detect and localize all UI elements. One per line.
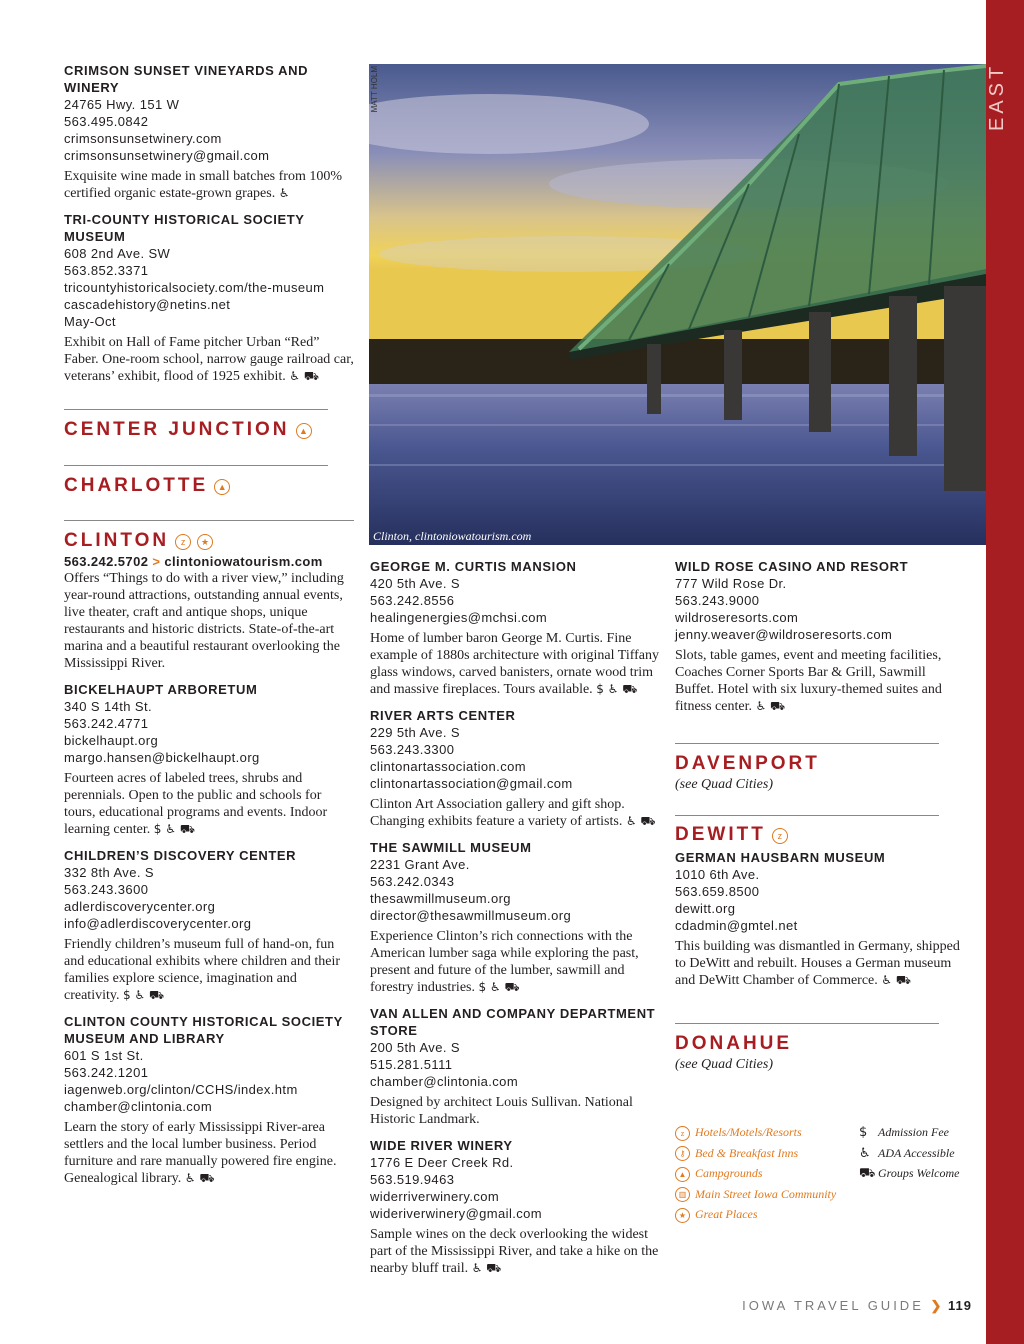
listing-website[interactable]: crimsonsunsetwinery.com [64, 131, 222, 146]
listing-description: Experience Clinton’s rich connections with the American lumber saga while exploring the past, present and future of the lumber, sawmill and forestry industries. [370, 929, 639, 995]
listing-name: GERMAN HAUSBARN MUSEUM [675, 850, 886, 865]
listing-website[interactable]: dewitt.org [675, 901, 736, 916]
town-name: DAVENPORT [675, 753, 820, 774]
bridge-photo [369, 64, 986, 545]
legend-label: Groups Welcome [878, 1166, 960, 1180]
legend-item [675, 1122, 836, 1143]
campground-icon: ▲ [296, 423, 312, 439]
listing-email[interactable]: chamber@clintonia.com [370, 1074, 519, 1089]
column-2 [370, 558, 660, 1286]
admission-fee-icon: $ [859, 1125, 868, 1140]
legend-label: Campgrounds [695, 1166, 763, 1180]
legend-label: Great Places [695, 1207, 758, 1221]
listing-description: Slots, table games, event and meeting facilities, Coaches Corner Sports Bar & Grill, Sawmill Buffet. Hotel with six luxury-themed suites and fitness center. [675, 648, 942, 714]
listing-name: CHILDREN’S DISCOVERY CENTER [64, 848, 297, 863]
column-3 [675, 558, 965, 724]
listing-email[interactable]: healingenergies@mchsi.com [370, 610, 548, 625]
hotel-icon: z [175, 534, 191, 550]
listing-email[interactable]: crimsonsunsetwinery@gmail.com [64, 148, 270, 163]
town-center-junction [64, 409, 328, 442]
listing-phone[interactable]: 563.242.4771 [64, 716, 149, 731]
town-name: DONAHUE [675, 1033, 793, 1054]
listing-email[interactable]: cdadmin@gmtel.net [675, 918, 798, 933]
listing-phone[interactable]: 563.243.3600 [64, 882, 149, 897]
listing-description: Exhibit on Hall of Fame pitcher Urban “Red” Faber. One-room school, narrow gauge railroad car, veterans’ exhibit, flood of 1925 exhibit. [64, 335, 354, 384]
listing-description: Home of lumber baron George M. Curtis. Fine example of 1880s architecture with original Tiffany glass windows, carved banisters, ornate wood trim and massive fireplaces. Tours available. [370, 631, 660, 697]
town-see-also: (see Quad Cities) [675, 777, 773, 792]
amenity-icons: ♿ ⛟ [184, 1171, 215, 1185]
listing [370, 707, 660, 830]
town-name: DEWITT [675, 824, 766, 845]
town-description: Offers “Things to do with a river view,” including year-round attractions, outstanding annual events, live theater, craft and antique shops, unique restaurants and historic districts. State-of-the-art marina and a beautiful restaurant overlooking the Mississippi River. [64, 571, 344, 671]
listing-address: 229 5th Ave. S [370, 725, 460, 740]
listing-description: Fourteen acres of labeled trees, shrubs and perennials. Open to the public and schools for tours, educational programs and events. Indoor learning center. [64, 771, 328, 837]
listing-name: THE SAWMILL MUSEUM [370, 840, 532, 855]
legend-label: Admission Fee [878, 1125, 949, 1139]
listing-phone[interactable]: 563.852.3371 [64, 263, 149, 278]
listing-description: Exquisite wine made in small batches from 100% certified organic estate-grown grapes. [64, 169, 342, 201]
hotel-icon: z [772, 828, 788, 844]
page-number: 119 [948, 1298, 972, 1313]
listing [370, 1005, 660, 1128]
listing-address: 777 Wild Rose Dr. [675, 576, 787, 591]
amenity-icons: ♿ ⛟ [625, 814, 656, 828]
listing-website[interactable]: clintonartassociation.com [370, 759, 526, 774]
listing-name: WIDE RIVER WINERY [370, 1138, 513, 1153]
listing [675, 849, 965, 989]
town-name: CLINTON [64, 530, 170, 551]
town-clinton [64, 520, 354, 1196]
main-street-icon: ▥ [675, 1187, 690, 1202]
amenity-icons: $ ♿ ⛟ [596, 682, 638, 696]
listing-address: 24765 Hwy. 151 W [64, 97, 180, 112]
listing [64, 62, 354, 202]
listing-email[interactable]: margo.hansen@bickelhaupt.org [64, 750, 260, 765]
listing-name: CLINTON COUNTY HISTORICAL SOCIETY MUSEUM AND LIBRARY [64, 1014, 343, 1046]
listing-description: Designed by architect Louis Sullivan. National Historic Landmark. [370, 1095, 633, 1127]
listing-email[interactable]: clintonartassociation@gmail.com [370, 776, 573, 791]
amenity-icons: ♿ ⛟ [471, 1261, 502, 1275]
listing-name: TRI-COUNTY HISTORICAL SOCIETY MUSEUM [64, 212, 305, 244]
listing-description: This building was dismantled in Germany, shipped to DeWitt and rebuilt. Houses a German museum and DeWitt Chamber of Commerce. [675, 939, 960, 988]
listing [64, 211, 354, 385]
listing-phone[interactable]: 563.242.8556 [370, 593, 455, 608]
photo-caption: Clinton, clintoniowatourism.com [373, 529, 532, 543]
listing-phone[interactable]: 563.242.0343 [370, 874, 455, 889]
great-places-icon: ★ [197, 534, 213, 550]
chevron-right-icon: ❯ [930, 1298, 942, 1313]
listing-address: 1010 6th Ave. [675, 867, 760, 882]
listing [64, 847, 354, 1004]
listing-website[interactable]: adlerdiscoverycenter.org [64, 899, 216, 914]
arrow-icon: > [152, 554, 161, 569]
listing-name: CRIMSON SUNSET VINEYARDS AND WINERY [64, 63, 309, 95]
listing-name: RIVER ARTS CENTER [370, 708, 516, 723]
amenity-icons: ♿ ⛟ [881, 973, 911, 987]
listing-description: Sample wines on the deck overlooking the widest part of the Mississippi River, and take a hike on the nearby bluff trail. [370, 1227, 659, 1276]
amenity-icons: ♿ ⛟ [289, 369, 319, 383]
listing-address: 420 5th Ave. S [370, 576, 460, 591]
campground-icon: ▲ [675, 1167, 690, 1182]
town-see-also: (see Quad Cities) [675, 1057, 773, 1072]
listing-website[interactable]: wildroseresorts.com [675, 610, 799, 625]
listing-website[interactable]: bickelhaupt.org [64, 733, 159, 748]
legend-item [675, 1204, 836, 1225]
amenity-icons: $ ♿ ⛟ [478, 980, 520, 994]
listing-address: 2231 Grant Ave. [370, 857, 470, 872]
amenity-icons: $ ♿ ⛟ [122, 988, 165, 1002]
legend-item [859, 1143, 959, 1164]
amenity-icons: ♿ [278, 186, 290, 200]
listing [675, 558, 965, 715]
town-donahue [675, 1023, 939, 1074]
listing-website[interactable]: thesawmillmuseum.org [370, 891, 511, 906]
bus-icon: ⛟ [859, 1166, 876, 1181]
amenity-icons: ♿ ⛟ [755, 699, 786, 713]
listing-website[interactable]: iagenweb.org/clinton/CCHS/index.htm [64, 1082, 298, 1097]
town-phone[interactable]: 563.242.5702 [64, 554, 149, 569]
legend-item [675, 1143, 836, 1164]
listing-website[interactable]: tricountyhistoricalsociety.com/the-museum [64, 280, 325, 295]
listing-phone[interactable]: 563.243.9000 [675, 593, 760, 608]
town-dewitt [675, 815, 965, 998]
page-footer [742, 1298, 972, 1314]
legend-label: Bed & Breakfast Inns [695, 1145, 799, 1160]
listing-phone[interactable]: 563.495.0842 [64, 114, 149, 129]
listing-name: WILD ROSE CASINO AND RESORT [675, 559, 909, 574]
amenity-icons: $ ♿ ⛟ [153, 822, 195, 836]
listing-phone[interactable]: 563.243.3300 [370, 742, 455, 757]
hotel-icon: z [675, 1126, 690, 1141]
footer-title: IOWA TRAVEL GUIDE [742, 1298, 924, 1313]
listing [370, 839, 660, 996]
listing [370, 1137, 660, 1277]
listing-email[interactable]: chamber@clintonia.com [64, 1099, 213, 1114]
listing [64, 681, 354, 838]
listing-phone[interactable]: 515.281.5111 [370, 1057, 453, 1072]
town-charlotte [64, 465, 328, 498]
listing-phone[interactable]: 563.659.8500 [675, 884, 760, 899]
legend-label: Main Street Iowa Community [695, 1186, 837, 1201]
town-name: CENTER JUNCTION [64, 419, 290, 440]
legend-item [859, 1163, 959, 1184]
listing-email[interactable]: cascadehistory@netins.net [64, 297, 231, 312]
listing [64, 1013, 354, 1187]
listing-email[interactable]: info@adlerdiscoverycenter.org [64, 916, 252, 931]
legend-item [859, 1122, 959, 1143]
legend-item [675, 1184, 836, 1205]
bridge-illustration [369, 64, 986, 545]
listing-name: VAN ALLEN AND COMPANY DEPARTMENT STORE [370, 1006, 656, 1038]
campground-icon: ▲ [214, 479, 230, 495]
section-tab-label: EAST [986, 62, 1008, 132]
listing-description: Friendly children’s museum full of hand-on, fun and educational exhibits where children and their families explore science, imagination and creativity. [64, 937, 341, 1003]
listing-name: BICKELHAUPT ARBORETUM [64, 682, 258, 697]
accessible-icon: ♿ [859, 1145, 871, 1161]
listing-website[interactable]: widerriverwinery.com [370, 1189, 500, 1204]
listing-description: Learn the story of early Mississippi River-area settlers and the local lumber business. Period furniture and rare manually powered fire engine. Genealogical library. [64, 1120, 337, 1186]
legend-label: Hotels/Motels/Resorts [695, 1125, 802, 1139]
listing-email[interactable]: director@thesawmillmuseum.org [370, 908, 572, 923]
bed-breakfast-icon: ⚷ [675, 1146, 690, 1161]
town-website[interactable]: clintoniowatourism.com [164, 554, 323, 569]
town-name: CHARLOTTE [64, 475, 209, 496]
town-davenport [675, 743, 939, 794]
listing-address: 601 S 1st St. [64, 1048, 144, 1063]
listing-name: GEORGE M. CURTIS MANSION [370, 559, 577, 574]
listing-season: May-Oct [64, 314, 116, 329]
listing-address: 200 5th Ave. S [370, 1040, 460, 1055]
photo-credit: MATT HOLM [370, 66, 379, 113]
listing-address: 340 S 14th St. [64, 699, 152, 714]
listing-phone[interactable]: 563.519.9463 [370, 1172, 455, 1187]
listing-email[interactable]: jenny.weaver@wildroseresorts.com [675, 627, 893, 642]
listing [370, 558, 660, 698]
great-places-icon: ★ [675, 1208, 690, 1223]
listing-email[interactable]: wideriverwinery@gmail.com [370, 1206, 543, 1221]
listing-address: 1776 E Deer Creek Rd. [370, 1155, 514, 1170]
column-1 [64, 62, 354, 394]
listing-description: Clinton Art Association gallery and gift shop. Changing exhibits feature a variety of artists. [370, 797, 625, 829]
listing-phone[interactable]: 563.242.1201 [64, 1065, 149, 1080]
section-tab [986, 0, 1024, 1344]
listing-address: 608 2nd Ave. SW [64, 246, 171, 261]
legend-item [675, 1163, 836, 1184]
legend-label: ADA Accessible [878, 1145, 955, 1160]
listing-address: 332 8th Ave. S [64, 865, 154, 880]
